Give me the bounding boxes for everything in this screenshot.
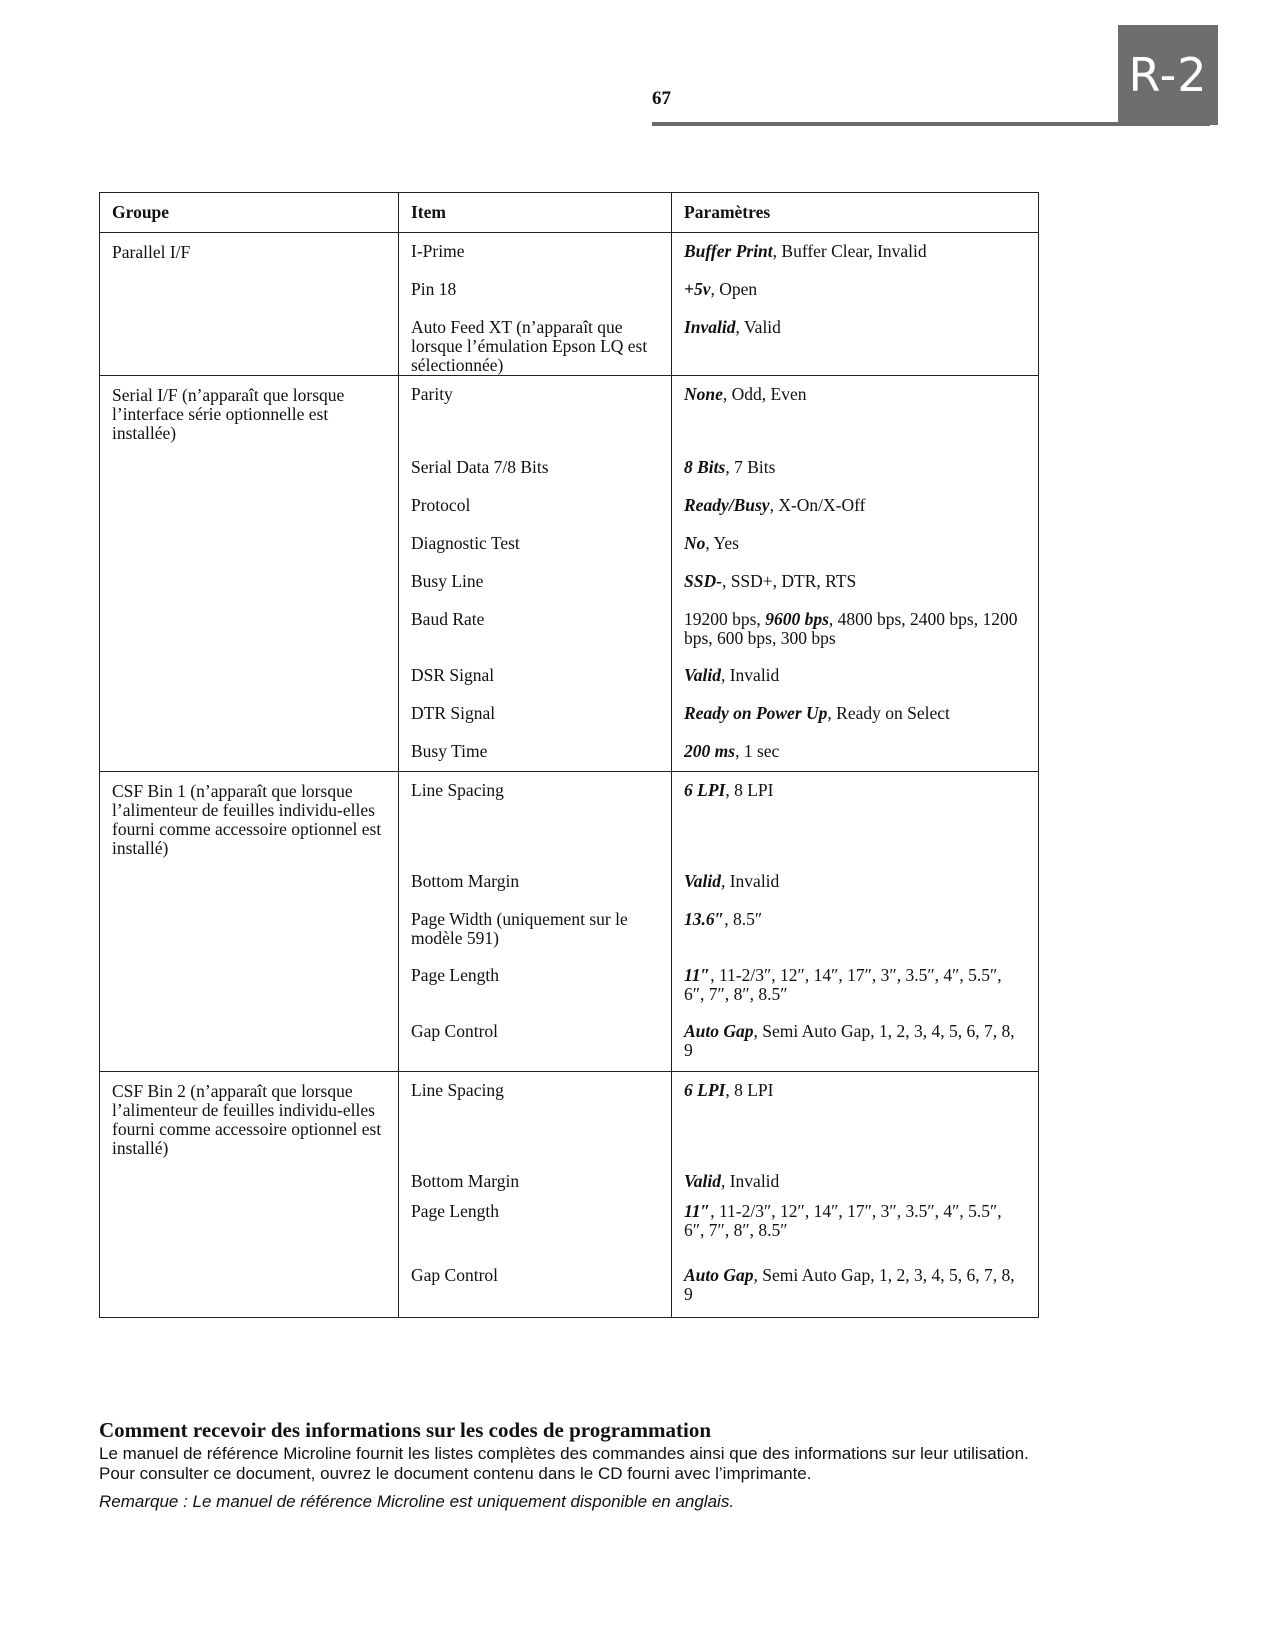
item-label: Baud Rate bbox=[411, 609, 485, 629]
parameters-value bbox=[684, 1193, 1026, 1240]
item-cell bbox=[399, 525, 672, 563]
parameters-cell bbox=[672, 525, 1039, 563]
item-label: Diagnostic Test bbox=[411, 533, 520, 553]
parameters-value bbox=[684, 695, 1026, 723]
parameters-cell bbox=[672, 563, 1039, 601]
parameters-cell bbox=[672, 1163, 1039, 1193]
item-cell bbox=[399, 449, 672, 487]
parameter-prefix: 19200 bps, bbox=[684, 609, 766, 629]
item-label: Gap Control bbox=[411, 1265, 499, 1285]
other-values: , 8.5″ bbox=[724, 909, 763, 929]
item-label: Bottom Margin bbox=[411, 1171, 520, 1191]
item-cell bbox=[399, 863, 672, 901]
item-label: Page Length bbox=[411, 965, 499, 985]
parameters-cell bbox=[672, 863, 1039, 901]
item-cell bbox=[399, 1257, 672, 1317]
parameters-cell bbox=[672, 271, 1039, 309]
item-cell bbox=[399, 771, 672, 863]
item-label: Line Spacing bbox=[411, 779, 504, 800]
column-header-item: Item bbox=[399, 193, 672, 233]
parameters-value bbox=[684, 901, 1026, 929]
item-label: Parity bbox=[411, 383, 453, 404]
other-values: , Odd, Even bbox=[722, 383, 807, 404]
parameters-value bbox=[684, 487, 1026, 515]
item-label: I-Prime bbox=[411, 241, 465, 261]
parameters-cell bbox=[672, 1071, 1039, 1163]
parameters-cell bbox=[672, 487, 1039, 525]
group-cell: CSF Bin 1 (n’apparaît que lorsque l’alimenteur de feuilles individu-elles fourni comme accessoire optionnel est installé) bbox=[100, 771, 399, 1071]
item-cell bbox=[399, 901, 672, 957]
table-row bbox=[100, 771, 1039, 863]
item-cell bbox=[399, 1071, 672, 1163]
parameters-cell bbox=[672, 1257, 1039, 1317]
item-label: Pin 18 bbox=[411, 278, 457, 299]
parameters-table bbox=[99, 192, 1039, 1318]
item-cell bbox=[399, 1193, 672, 1257]
default-value: No bbox=[684, 533, 706, 553]
other-values: , SSD+, DTR, RTS bbox=[721, 571, 857, 591]
default-value: 6 LPI bbox=[684, 779, 726, 800]
item-label: Protocol bbox=[411, 495, 471, 515]
item-cell bbox=[399, 309, 672, 376]
item-cell bbox=[399, 563, 672, 601]
other-values: , 1 sec bbox=[735, 741, 780, 761]
parameters-value bbox=[684, 957, 1026, 1004]
other-values: , Semi Auto Gap, 1, 2, 3, 4, 5, 6, 7, 8, 9 bbox=[684, 1021, 1015, 1060]
default-value: 6 LPI bbox=[684, 1079, 726, 1100]
parameters-cell bbox=[672, 1193, 1039, 1257]
parameters-cell bbox=[672, 233, 1039, 271]
item-cell bbox=[399, 487, 672, 525]
group-cell: Parallel I/F bbox=[100, 233, 399, 376]
table-row bbox=[100, 1071, 1039, 1163]
default-value: Auto Gap bbox=[684, 1021, 754, 1041]
parameters-value bbox=[684, 772, 1026, 800]
item-label: DSR Signal bbox=[411, 665, 495, 685]
other-values: , Invalid bbox=[720, 1171, 780, 1191]
parameters-value bbox=[684, 233, 1026, 261]
parameters-value bbox=[684, 525, 1026, 553]
parameters-cell bbox=[672, 695, 1039, 733]
parameters-value bbox=[684, 271, 1026, 299]
group-cell: Serial I/F (n’apparaît que lorsque l’interface série optionnelle est installée) bbox=[100, 375, 399, 771]
parameters-cell bbox=[672, 449, 1039, 487]
item-label: Serial Data 7/8 Bits bbox=[411, 457, 549, 477]
default-value: 9600 bps bbox=[765, 609, 829, 629]
other-values: , Buffer Clear, Invalid bbox=[772, 241, 927, 261]
item-cell bbox=[399, 271, 672, 309]
default-value: Auto Gap bbox=[684, 1265, 754, 1285]
other-values: , 7 Bits bbox=[725, 457, 776, 477]
default-value: 11″ bbox=[684, 1201, 711, 1221]
item-label: Busy Line bbox=[411, 571, 484, 591]
item-cell bbox=[399, 375, 672, 449]
parameters-value bbox=[684, 863, 1026, 891]
parameters-value bbox=[684, 376, 1026, 404]
item-cell bbox=[399, 601, 672, 657]
table-header-row bbox=[100, 193, 1039, 233]
item-cell bbox=[399, 233, 672, 271]
other-values: , 4800 bps, 2400 bps, 1200 bps, 600 bps, 300 bps bbox=[684, 609, 1018, 648]
default-value: Invalid bbox=[684, 316, 736, 337]
section-title: Comment recevoir des informations sur les codes de programmation bbox=[99, 1418, 712, 1442]
item-cell bbox=[399, 695, 672, 733]
table-body bbox=[100, 233, 1039, 1318]
item-label: Busy Time bbox=[411, 741, 488, 761]
parameters-cell bbox=[672, 901, 1039, 957]
other-values: , 8 LPI bbox=[725, 1079, 774, 1100]
page-number: 67 bbox=[652, 88, 671, 109]
item-label: Line Spacing bbox=[411, 1079, 504, 1100]
table-row bbox=[100, 233, 1039, 271]
other-values: , Ready on Select bbox=[827, 703, 950, 723]
item-label: Gap Control bbox=[411, 1021, 499, 1041]
other-values: , X-On/X-Off bbox=[769, 495, 866, 515]
default-value: None bbox=[684, 383, 723, 404]
other-values: , 8 LPI bbox=[725, 779, 774, 800]
item-label: Page Length bbox=[411, 1201, 499, 1221]
default-value: Valid bbox=[684, 871, 721, 891]
table-row bbox=[100, 375, 1039, 449]
section-note: Remarque : Le manuel de référence Microline est uniquement disponible en anglais. bbox=[99, 1492, 735, 1511]
item-label: Bottom Margin bbox=[411, 871, 520, 891]
other-values: , Invalid bbox=[720, 665, 780, 685]
item-cell bbox=[399, 1163, 672, 1193]
other-values: , Yes bbox=[705, 533, 739, 553]
item-label: Auto Feed XT (n’apparaît que lorsque l’émulation Epson LQ est sélectionnée) bbox=[411, 316, 648, 375]
parameters-value bbox=[684, 309, 1026, 337]
default-value: Valid bbox=[684, 1171, 721, 1191]
item-label: DTR Signal bbox=[411, 703, 496, 723]
item-cell bbox=[399, 957, 672, 1013]
parameters-cell bbox=[672, 957, 1039, 1013]
item-cell bbox=[399, 1013, 672, 1071]
other-values: , Open bbox=[710, 278, 758, 299]
other-values: , 11-2/3″, 12″, 14″, 17″, 3″, 3.5″, 4″, 5.5″, 6″, 7″, 8″, 8.5″ bbox=[684, 1201, 1002, 1240]
group-cell: CSF Bin 2 (n’apparaît que lorsque l’alimenteur de feuilles individu-elles fourni comme accessoire optionnel est installé) bbox=[100, 1071, 399, 1317]
item-cell bbox=[399, 733, 672, 771]
section-body: Le manuel de référence Microline fournit les listes complètes des commandes ainsi que des informations sur leur utilisation. Pour consulter ce document, ouvrez le document contenu dans le CD fourni avec l’imprimante. bbox=[99, 1444, 1029, 1483]
default-value: 13.6″ bbox=[684, 909, 725, 929]
column-header-parameters: Paramètres bbox=[672, 193, 1039, 233]
parameters-cell bbox=[672, 375, 1039, 449]
other-values: , Semi Auto Gap, 1, 2, 3, 4, 5, 6, 7, 8, 9 bbox=[684, 1265, 1015, 1304]
parameters-value bbox=[684, 1013, 1026, 1060]
parameters-cell bbox=[672, 309, 1039, 376]
other-values: , 11-2/3″, 12″, 14″, 17″, 3″, 3.5″, 4″, 5.5″, 6″, 7″, 8″, 8.5″ bbox=[684, 965, 1002, 1004]
default-value: SSD- bbox=[684, 571, 722, 591]
default-value: Ready on Power Up bbox=[684, 703, 828, 723]
section-tab: R-2 bbox=[1118, 25, 1218, 125]
item-cell bbox=[399, 657, 672, 695]
parameters-cell bbox=[672, 771, 1039, 863]
default-value: Buffer Print bbox=[684, 241, 773, 261]
column-header-group: Groupe bbox=[100, 193, 399, 233]
programming-codes-section bbox=[99, 1418, 1039, 1512]
item-label: Page Width (uniquement sur le modèle 591) bbox=[411, 909, 628, 948]
parameters-cell bbox=[672, 1013, 1039, 1071]
default-value: Ready/Busy bbox=[684, 495, 770, 515]
default-value: Valid bbox=[684, 665, 721, 685]
default-value: 8 Bits bbox=[684, 457, 726, 477]
parameters-cell bbox=[672, 657, 1039, 695]
parameters-cell bbox=[672, 733, 1039, 771]
default-value: 11″ bbox=[684, 965, 711, 985]
parameters-value bbox=[684, 657, 1026, 685]
parameters-cell bbox=[672, 601, 1039, 657]
parameters-value bbox=[684, 1163, 1026, 1191]
parameters-value bbox=[684, 449, 1026, 477]
other-values: , Valid bbox=[735, 316, 781, 337]
parameters-value bbox=[684, 1072, 1026, 1100]
parameters-value bbox=[684, 563, 1026, 591]
parameters-value bbox=[684, 733, 1026, 761]
other-values: , Invalid bbox=[720, 871, 780, 891]
default-value: 200 ms bbox=[684, 741, 736, 761]
parameters-value bbox=[684, 601, 1026, 648]
default-value: +5v bbox=[684, 278, 711, 299]
parameters-value bbox=[684, 1257, 1026, 1304]
